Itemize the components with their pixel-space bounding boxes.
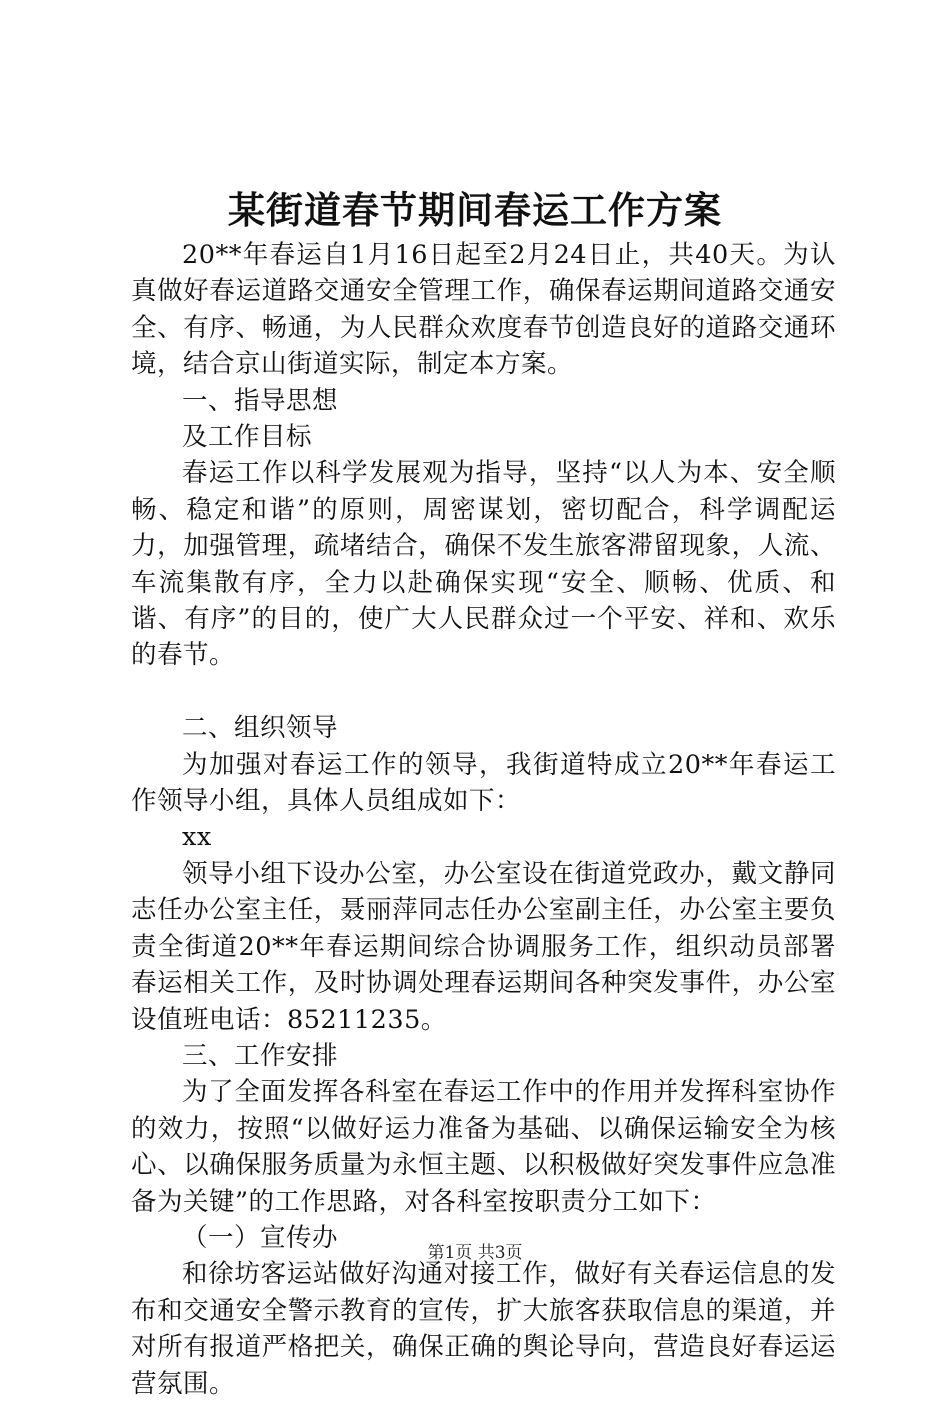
section1-heading: 一、指导思想	[182, 385, 339, 416]
section2-placeholder: xx	[182, 822, 212, 853]
blank-line	[131, 674, 836, 710]
section3-paragraph: 为了全面发挥各科室在春运工作中的作用并发挥科室协作的效力，按照“以做好运力准备为基础、以确保运输安全为核心、以确保服务质量为永恒主题、以积极做好突发事件应急准备为关键”的工作思路，对各科室按职责分工如下：	[131, 1077, 836, 1217]
section1-paragraph: 春运工作以科学发展观为指导，坚持“以人为本、安全顺畅、稳定和谐”的原则，周密谋划，密切配合，科学调配运力，加强管理，疏堵结合，确保不发生旅客滞留现象，人流、车流集散有序，全力以赴确保实现“安全、顺畅、优质、和谐、有序”的目的，使广大人民群众过一个平安、祥和、欢乐的春节。	[131, 458, 836, 671]
section1-heading-continued: 及工作目标	[182, 422, 313, 453]
section2-paragraph: 为加强对春运工作的领导，我街道特成立20**年春运工作领导小组，具体人员组成如下：	[131, 749, 836, 817]
intro-paragraph: 20**年春运自1月16日起至2月24日止，共40天。为认真做好春运道路交通安全管理工作，确保春运期间道路交通安全、有序、畅通，为人民群众欢度春节创造良好的道路交通环境，结合京山街道实际，制定本方案。	[131, 240, 836, 380]
section3-heading: 三、工作安排	[182, 1040, 339, 1071]
subsection1-paragraph: 和徐坊客运站做好沟通对接工作，做好有关春运信息的发布和交通安全警示教育的宣传，扩大旅客获取信息的渠道，并对所有报道严格把关，确保正确的舆论导向，营造良好春运运营氛围。	[131, 1259, 836, 1399]
document-title: 某街道春节期间春运工作方案	[228, 188, 722, 232]
document-body	[131, 237, 836, 1402]
section2-office-paragraph: 领导小组下设办公室，办公室设在街道党政办，戴文静同志任办公室主任，聂丽萍同志任办公室副主任，办公室主要负责全街道20**年春运期间综合协调服务工作，组织动员部署春运相关工作，及时协调处理春运期间各种突发事件，办公室设值班电话：85211235。	[131, 858, 836, 1035]
page-footer: 第1页 共3页	[427, 1243, 523, 1263]
subsection1-heading: （一）宣传办	[182, 1222, 339, 1253]
section2-heading: 二、组织领导	[182, 713, 339, 744]
